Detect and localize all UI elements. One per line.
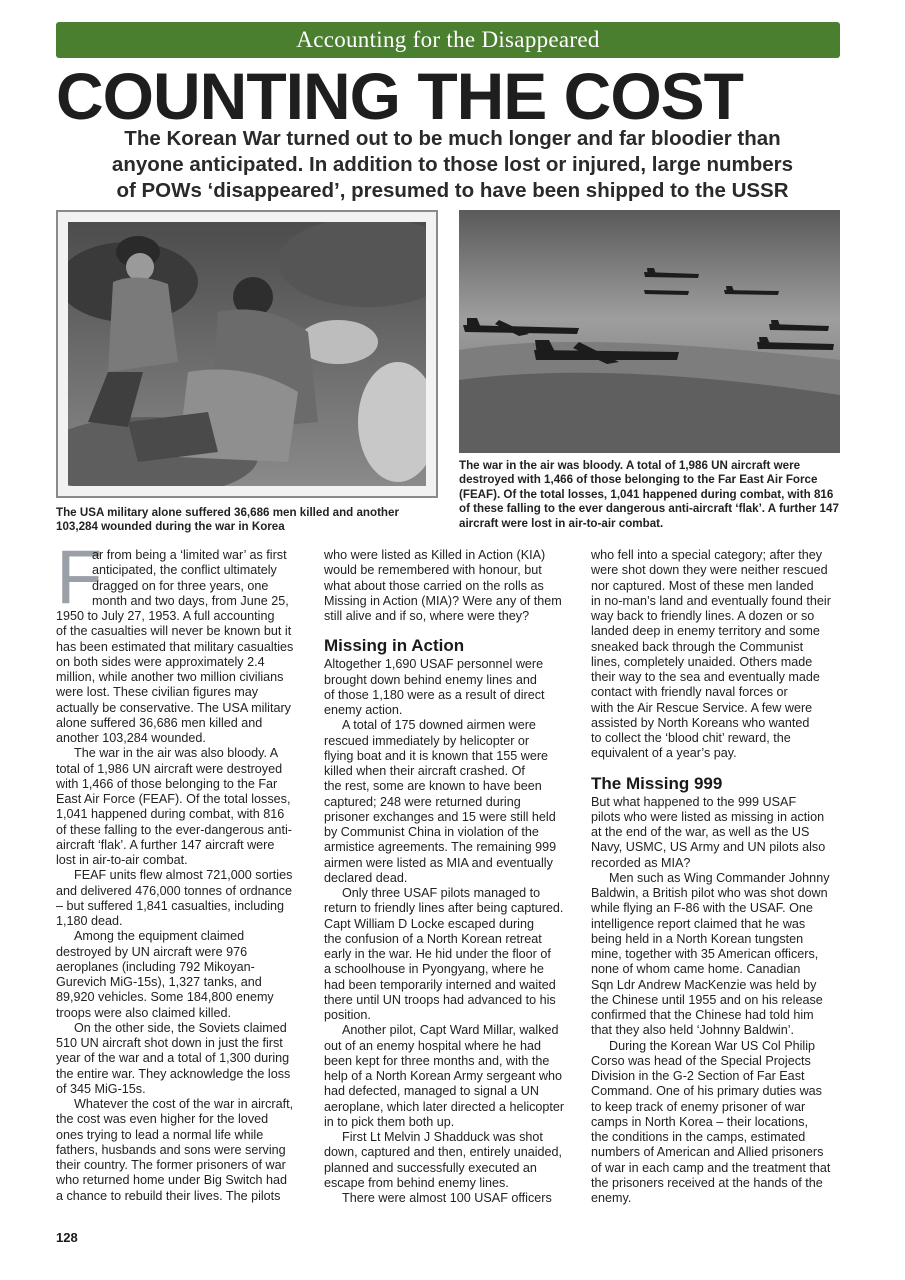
photo-soldiers-caption	[56, 506, 399, 535]
body-text-line: out of an enemy hospital where he had	[324, 1038, 542, 1053]
body-text-line: First Lt Melvin J Shadduck was shot	[342, 1130, 543, 1144]
body-text-line: aeroplane, which later directed a helicopter	[324, 1099, 565, 1114]
body-text-line: in no-man’s land and eventually found their	[591, 593, 831, 608]
body-text-line: 510 UN aircraft shot down in just the first	[56, 1036, 283, 1050]
body-text-line: confirmed that the Chinese had told him	[591, 1008, 814, 1022]
body-text-line: captured; 248 were returned during	[324, 794, 521, 809]
body-text-line: who returned home under Big Switch had	[56, 1173, 288, 1188]
page-number: 128	[56, 1230, 78, 1245]
body-text-line: 1950 to July 27, 1953. A full accounting	[56, 609, 275, 623]
body-column-2	[324, 548, 576, 1206]
body-column-1	[56, 548, 306, 1204]
body-text-line: had been temporarily interned and waited	[324, 977, 556, 992]
body-text-line: sneaked back through the Communist	[591, 639, 804, 654]
body-text-line: still alive and if so, where were they?	[324, 609, 530, 623]
body-text-line: recorded as MIA?	[591, 855, 691, 870]
standfirst-line: anyone anticipated. In addition to those lost or injured, large numbers	[111, 153, 794, 176]
body-text-line: 89,920 vehicles. Some 184,800 enemy	[56, 990, 274, 1005]
body-text-line: FEAF units flew almost 721,000 sorties	[74, 868, 293, 883]
caption-line: The USA military alone suffered 36,686 men killed and another	[56, 506, 399, 519]
photo-soldiers-frame	[56, 210, 438, 498]
body-text-line: on both sides were approximately 2.4	[56, 654, 265, 669]
body-text-line: a schoolhouse in Pyongyang, where he	[324, 962, 544, 977]
body-text-line: East Air Force (FEAF). Of the total losses,	[56, 792, 291, 806]
standfirst-line: The Korean War turned out to be much longer and far bloodier than	[124, 127, 781, 150]
section-banner-text: Accounting for the Disappeared	[296, 27, 600, 52]
body-text-line: alone suffered 36,686 men killed and	[56, 715, 263, 730]
section-banner	[56, 22, 840, 58]
standfirst-line: of POWs ‘disappeared’, presumed to have been shipped to the USSR	[116, 179, 789, 202]
body-text-line: declared dead.	[324, 870, 408, 885]
body-text-line: with 1,466 of those belonging to the Far	[56, 776, 278, 791]
body-text-line: by Communist China in violation of the	[324, 825, 539, 839]
body-text-line: anticipated, the conflict ultimately	[92, 563, 277, 578]
body-text-line: what about those carried on the rolls as	[324, 578, 544, 593]
body-text-line: There were almost 100 USAF officers	[342, 1191, 552, 1205]
body-text-line: of those 1,180 were as a result of direct	[324, 687, 545, 702]
body-text-line: The war in the air was also bloody. A	[74, 746, 279, 761]
photo-soldiers-image	[68, 222, 426, 486]
body-text-line: landed deep in enemy territory and some	[591, 624, 820, 639]
body-text-line: none of whom came home. Canadian	[591, 962, 801, 977]
body-text-line: lines, completely unaided. Others made	[591, 654, 813, 669]
body-text-line: rescued immediately by helicopter or	[324, 733, 530, 748]
section-heading-missing-in-action: Missing in Action	[324, 636, 465, 656]
body-text-line: in to pick them both up.	[324, 1114, 455, 1129]
body-text-line: aeroplanes (including 792 Mikoyan-	[56, 959, 255, 974]
body-text-line: Gurevich MiG-15s), 1,327 tanks, and	[56, 975, 262, 989]
body-text-line: contact with friendly naval forces or	[591, 685, 788, 700]
body-text-line: the confusion of a North Korean retreat	[324, 931, 542, 946]
caption-line: destroyed with 1,466 of those belonging to the Far East Air Force	[459, 473, 818, 487]
body-text-line: the entire war. They acknowledge the loss	[56, 1066, 291, 1081]
body-text-line: of 345 MiG-15s.	[56, 1081, 146, 1096]
body-text-line: total of 1,986 UN aircraft were destroyed	[56, 761, 283, 776]
photo-bombers	[459, 210, 840, 453]
body-text-line: position.	[324, 1008, 371, 1022]
body-text-line: fathers, husbands and sons were serving	[56, 1142, 286, 1157]
body-text-line: prisoner exchanges and 15 were still held	[324, 809, 556, 824]
body-text-line: there until UN troops had advanced to his	[324, 992, 556, 1007]
body-text-line: airmen were listed as MIA and eventually	[324, 855, 553, 870]
body-text-line: escape from behind enemy lines.	[324, 1175, 509, 1190]
drop-cap: F	[56, 535, 103, 620]
body-text-line: help of a North Korean Army sergeant who	[324, 1069, 563, 1083]
body-text-line: Only three USAF pilots managed to	[342, 886, 541, 900]
body-text-line: 1,041 happened during combat, with 816	[56, 807, 285, 822]
photo-bombers-caption	[459, 459, 839, 531]
body-text-line: to collect the ‘blood chit’ reward, the	[591, 731, 791, 745]
body-text-line: assisted by North Koreans who wanted	[591, 715, 810, 730]
body-text-line: return to friendly lines after being captured.	[324, 901, 564, 916]
body-text-line: brought down behind enemy lines and	[324, 672, 537, 687]
body-text-line: lost in air-to-air combat.	[56, 853, 188, 867]
body-text-line: enemy.	[591, 1191, 632, 1205]
caption-line: 103,284 wounded during the war in Korea	[56, 520, 285, 534]
body-text-line: and delivered 476,000 tonnes of ordnance	[56, 883, 292, 898]
body-text-line: During the Korean War US Col Philip	[609, 1038, 816, 1053]
body-text-line: Baldwin, a British pilot who was shot down	[591, 886, 828, 900]
body-text-line: month and two days, from June 25,	[92, 593, 289, 608]
body-text-line: nor captured. Most of these men landed	[591, 578, 814, 593]
caption-line: The war in the air was bloody. A total of 1,986 UN aircraft were	[459, 459, 801, 472]
body-text-line: dragged on for three years, one	[92, 578, 269, 593]
body-text-line: Command. One of his primary duties was	[591, 1084, 822, 1099]
body-text-line: numbers of American and Allied prisoners	[591, 1145, 824, 1160]
body-text-line: has been estimated that military casualties	[56, 639, 294, 654]
body-text-line: actually be conservative. The USA military	[56, 700, 291, 715]
photo-soldiers	[68, 222, 426, 486]
body-text-line: camps in North Korea – their locations,	[591, 1114, 808, 1129]
body-text-line: Capt William D Locke escaped during	[324, 916, 534, 931]
body-text-line: mine, together with 35 American officers,	[591, 947, 819, 961]
body-text-line: who were listed as Killed in Action (KIA)	[324, 548, 546, 562]
body-text-line: way back to friendly lines. A dozen or so	[591, 609, 815, 623]
body-text-line: Among the equipment claimed	[74, 929, 245, 944]
body-text-line: Navy, USMC, US Army and UN pilots also	[591, 840, 826, 855]
body-text-line: who fell into a special category; after they	[591, 548, 823, 562]
body-text-line: Men such as Wing Commander Johnny	[609, 870, 830, 885]
body-text-line: enemy action.	[324, 703, 403, 717]
body-text-line: at the end of the war, as well as the US	[591, 825, 810, 839]
photo-bombers-image	[459, 210, 840, 453]
body-text-line: that they also held ‘Johnny Baldwin’.	[591, 1023, 795, 1038]
body-text-line: Missing in Action (MIA)? Were any of them	[324, 593, 562, 608]
body-text-line: while flying an F-86 with the USAF. One	[591, 901, 813, 916]
body-text-line: ar from being a ‘limited war’ as first	[92, 548, 287, 562]
body-text-line: Division in the G-2 Section of Far East	[591, 1069, 805, 1083]
caption-line: of these falling to the ever dangerous anti-aircraft ‘flak’. A further 147	[459, 502, 839, 516]
body-text-line: pilots who were listed as missing in action	[591, 809, 825, 824]
body-text-line: were shot down they were neither rescued	[591, 563, 828, 578]
body-text-line: killed when their aircraft crashed. Of	[324, 764, 525, 778]
body-text-line: were lost. These civilian figures may	[56, 685, 259, 700]
body-text-line: planned and successfully executed an	[324, 1160, 537, 1175]
body-text-line: another 103,284 wounded.	[56, 731, 206, 745]
section-heading-missing-999: The Missing 999	[591, 773, 723, 793]
body-text-line: Whatever the cost of the war in aircraft,	[74, 1097, 294, 1111]
body-text-line: But what happened to the 999 USAF	[591, 794, 797, 809]
body-text-line: been kept for three months and, with the	[324, 1053, 550, 1068]
body-text-line: the prisoners received at the hands of the	[591, 1175, 823, 1190]
body-text-line: Corso was head of the Special Projects	[591, 1053, 811, 1068]
body-text-line: armistice agreements. The remaining 999	[324, 840, 557, 855]
standfirst	[60, 126, 845, 204]
body-text-line: the Chinese until 1955 and on his release	[591, 992, 823, 1007]
body-text-line: early in the war. He hid under the floor of	[324, 947, 551, 961]
body-text-line: 1,180 dead.	[56, 914, 123, 928]
page-title: COUNTING THE COST	[56, 59, 743, 133]
body-text-line: with the Air Rescue Service. A few were	[591, 700, 813, 715]
body-text-line: A total of 175 downed airmen were	[342, 718, 536, 733]
body-text-line: Altogether 1,690 USAF personnel were	[324, 657, 544, 672]
body-text-line: aircraft ‘flak’. A further 147 aircraft were	[56, 837, 275, 852]
caption-line: (FEAF). Of the total losses, 1,041 happened during combat, with 816	[459, 487, 834, 501]
body-text-line: year of the war and a total of 1,300 during	[56, 1051, 290, 1066]
body-text-line: equivalent of a year’s pay.	[591, 746, 737, 761]
body-text-line: their way to the sea and eventually made	[591, 670, 820, 684]
body-text-line: Sqn Ldr Andrew MacKenzie was held by	[591, 977, 817, 992]
body-text-line: of war in each camp and the treatment that	[591, 1160, 831, 1175]
body-text-line: their country. The former prisoners of war	[56, 1158, 286, 1172]
body-text-line: flying boat and it is known that 155 were	[324, 748, 549, 763]
body-column-3	[591, 548, 843, 1206]
body-text-line: Another pilot, Capt Ward Millar, walked	[342, 1023, 559, 1038]
body-text-line: intelligence report claimed that he was	[591, 916, 806, 931]
body-text-line: of the casualties will never be known but it	[56, 624, 292, 639]
caption-line: aircraft were lost in air-to-air combat.	[459, 516, 664, 530]
body-text-line: to keep track of enemy prisoner of war	[591, 1099, 806, 1114]
body-text-line: million, while another two million civilians	[56, 670, 284, 684]
body-text-line: of these falling to the ever-dangerous anti-	[56, 822, 292, 837]
body-text-line: being held in a North Korean tungsten	[591, 931, 804, 946]
body-text-line: a chance to rebuild their lives. The pilots	[56, 1188, 281, 1203]
body-text-line: the rest, some are known to have been	[324, 779, 542, 794]
body-text-line: down, captured and then, entirely unaided,	[324, 1145, 563, 1160]
body-text-line: ones trying to lead a normal life while	[56, 1127, 264, 1142]
body-text-line: – but suffered 1,841 casualties, including	[56, 898, 285, 913]
body-text-line: troops were also claimed killed.	[56, 1005, 231, 1020]
body-text-line: the conditions in the camps, estimated	[591, 1130, 806, 1144]
body-text-line: On the other side, the Soviets claimed	[74, 1020, 287, 1035]
body-text-line: had defected, managed to signal a UN	[324, 1084, 539, 1099]
body-text-line: the cost was even higher for the loved	[56, 1112, 269, 1127]
body-text-line: would be remembered with honour, but	[324, 563, 542, 578]
body-text-line: destroyed by UN aircraft were 976	[56, 944, 248, 959]
